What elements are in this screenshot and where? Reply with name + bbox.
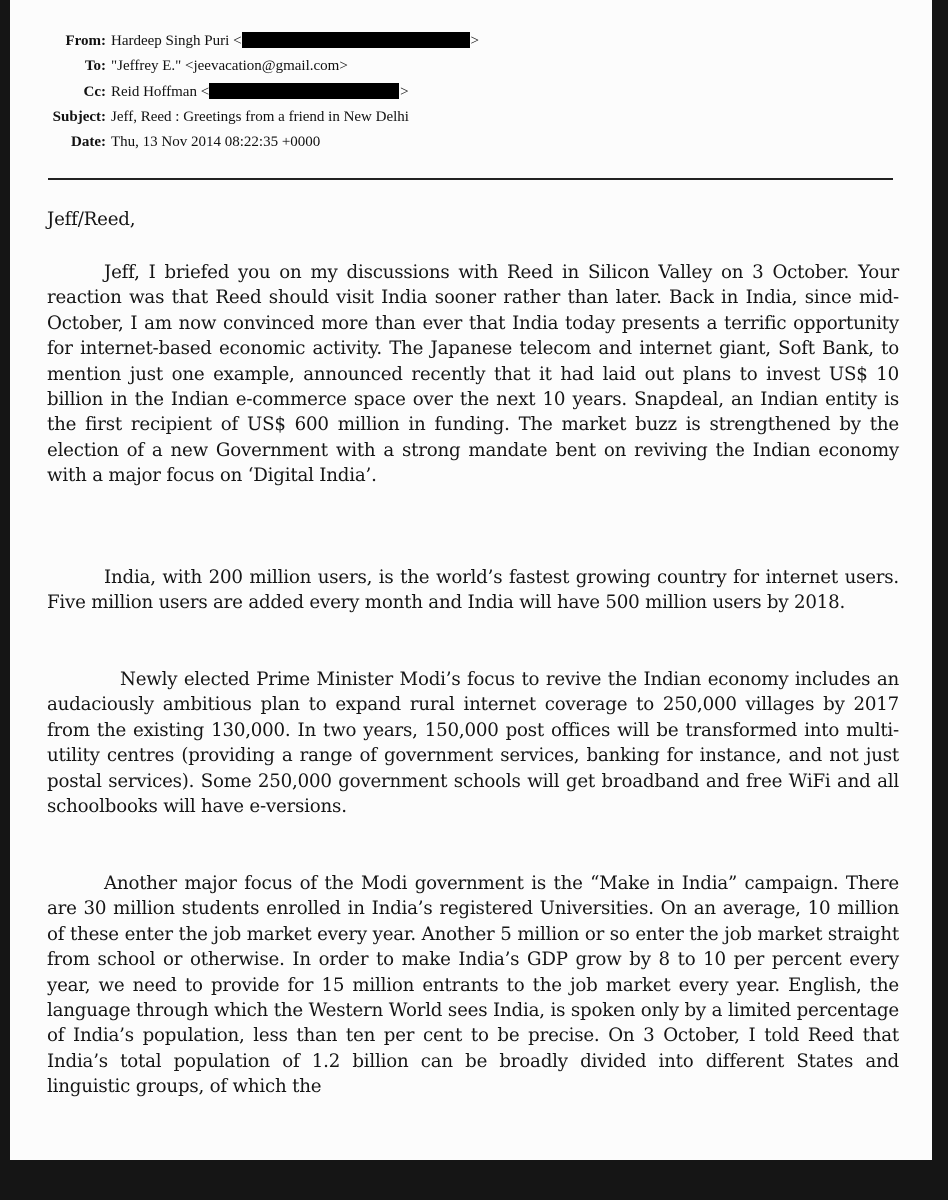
subject-value: Jeff, Reed : Greetings from a friend in New Delhi: [111, 109, 409, 125]
email-cc-row: [10, 83, 409, 101]
paragraph-text: Jeff, I briefed you on my discussions with Reed in Silicon Valley on 3 October. Your reaction was that Reed should visit India sooner rather than later. Back in India, since mid-October, I am now convinced more than ever that India today presents a terrific opportunity for internet-based economic activity. The Japanese telecom and internet giant, Soft Bank, to mention just one example, announced recently that it had laid out plans to invest US$ 10 billion in the Indian e-commerce space over the next 10 years. Snapdeal, an Indian entity is the first recipient of US$ 600 million in funding. The market buzz is strengthened by the election of a new Government with a strong mandate bent on reviving the Indian economy with a major focus on ‘Digital India’.: [47, 262, 899, 487]
from-value: Hardeep Singh Puri <: [111, 33, 242, 49]
paragraph-text: Newly elected Prime Minister Modi’s focus to revive the Indian economy includes an audaciously ambitious plan to expand rural internet coverage to 250,000 villages by 2017 from the existing 130,000. In two years, 150,000 post offices will be transformed into multi-utility centres (providing a range of government services, banking for instance, and not just postal services). Some 250,000 government schools will get broadband and free WiFi and all schoolbooks will have e-versions.: [47, 669, 899, 818]
to-label: To:: [84, 58, 106, 74]
body-paragraph: [47, 260, 899, 489]
cc-value: Reid Hoffman <: [111, 84, 210, 100]
from-label: From:: [65, 33, 106, 49]
document-page: [10, 0, 932, 1160]
email-date-row: [10, 134, 320, 151]
paragraph-text: Another major focus of the Modi government is the “Make in India” campaign. There are 30 million students enrolled in India’s registered Universities. On an average, 10 million of these enter the job market every year. Another 5 million or so enter the job market straight from school or otherwise. In order to make India’s GDP grow by 8 to 10 per percent every year, we need to provide for 15 million entrants to the job market every year. English, the language through which the Western World sees India, is spoken only by a limited percentage of India’s population, less than ten per cent to be precise. On 3 October, I told Reed that India’s total population of 1.2 billion can be broadly divided into different States and linguistic groups, of which the: [47, 873, 899, 1098]
to-value: "Jeffrey E." <jeevacation@gmail.com>: [111, 58, 348, 74]
email-to-row: [10, 58, 348, 75]
date-label: Date:: [71, 134, 106, 150]
email-from-row: [10, 32, 479, 50]
email-subject-row: [10, 109, 409, 126]
redaction-bar: [242, 32, 470, 48]
scan-border-left: [0, 0, 10, 1200]
body-paragraph: [47, 667, 899, 819]
header-divider: [48, 178, 893, 180]
redaction-bar: [209, 83, 399, 99]
scan-border-bottom: [0, 1160, 948, 1200]
cc-label: Cc:: [83, 84, 106, 100]
cc-suffix: >: [400, 84, 409, 100]
subject-label: Subject:: [52, 109, 106, 125]
body-paragraph: [47, 565, 899, 616]
paragraph-text: India, with 200 million users, is the world’s fastest growing country for internet users. Five million users are added every month and India will have 500 million users by 2018.: [47, 567, 899, 614]
from-suffix: >: [470, 33, 479, 49]
body-paragraph: [47, 871, 899, 1100]
scan-border-right: [932, 0, 948, 1200]
salutation: Jeff/Reed,: [47, 209, 136, 230]
date-value: Thu, 13 Nov 2014 08:22:35 +0000: [111, 134, 321, 150]
